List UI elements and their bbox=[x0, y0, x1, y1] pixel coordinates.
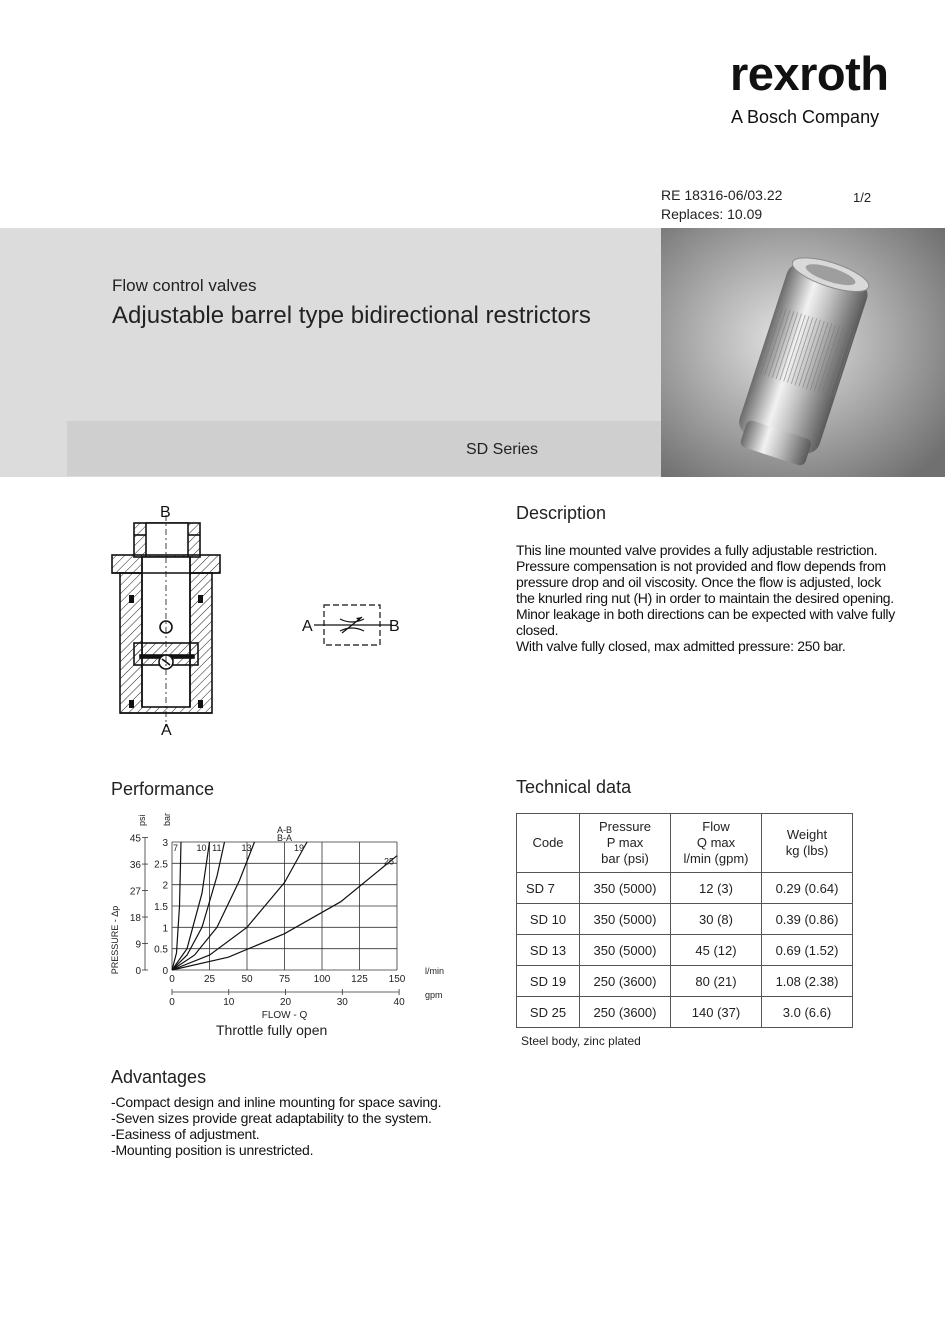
table-cell: SD 10 bbox=[517, 904, 580, 935]
brand-logo: rexroth bbox=[730, 47, 889, 100]
y-tick-label: 0.5 bbox=[154, 944, 168, 956]
gpm-tick-label: 10 bbox=[223, 997, 235, 1008]
performance-chart bbox=[100, 808, 460, 1023]
table-cell: 12 (3) bbox=[671, 873, 762, 904]
product-category: Flow control valves bbox=[112, 276, 257, 295]
table-row bbox=[517, 966, 853, 997]
table-cell: SD 13 bbox=[517, 935, 580, 966]
psi-tick-label: 36 bbox=[129, 860, 141, 872]
doc-replaces: Replaces: 10.09 bbox=[661, 206, 763, 222]
symbol-port-b: B bbox=[389, 618, 400, 635]
y-tick-label: 1.5 bbox=[154, 902, 168, 913]
list-item: -Easiness of adjustment. bbox=[111, 1126, 260, 1142]
x-tick-label: 50 bbox=[241, 974, 253, 985]
doc-ref-number: RE 18316-06/03.22 bbox=[661, 187, 783, 203]
psi-tick-label: 27 bbox=[129, 886, 141, 898]
chart-caption: Throttle fully open bbox=[216, 1022, 328, 1038]
description-paragraph: With valve fully closed, max admitted pressure: 250 bar. bbox=[516, 638, 846, 654]
table-cell: 0.69 (1.52) bbox=[762, 935, 853, 966]
psi-tick-label: 45 bbox=[129, 833, 141, 845]
y-tick-label: 3 bbox=[162, 838, 168, 849]
table-cell: SD 25 bbox=[517, 997, 580, 1028]
series-label: 25 bbox=[383, 856, 394, 867]
series-label: 11 bbox=[212, 843, 222, 853]
table-cell: 350 (5000) bbox=[580, 904, 671, 935]
y-tick-label: 0 bbox=[162, 966, 168, 977]
table-cell: 250 (3600) bbox=[580, 966, 671, 997]
table-cell: 80 (21) bbox=[671, 966, 762, 997]
x-tick-label: 75 bbox=[278, 974, 291, 985]
table-cell: 0.29 (0.64) bbox=[762, 873, 853, 904]
table-cell: 0.39 (0.86) bbox=[762, 904, 853, 935]
x-unit-label: l/min bbox=[425, 966, 445, 976]
column-header: Flow Q max l/min (gpm) bbox=[671, 814, 762, 873]
y-tick-label: 2 bbox=[162, 880, 168, 892]
psi-tick-label: 0 bbox=[135, 966, 141, 977]
column-header: Code bbox=[517, 814, 580, 873]
column-header: Pressure P max bar (psi) bbox=[580, 814, 671, 873]
direction-label: B-A bbox=[276, 833, 293, 843]
page-title: Adjustable barrel type bidirectional restrictors bbox=[112, 302, 591, 329]
list-item: -Mounting position is unrestricted. bbox=[111, 1142, 314, 1158]
hydraulic-symbol bbox=[300, 600, 410, 650]
description-heading: Description bbox=[516, 503, 607, 523]
table-cell: SD 19 bbox=[517, 966, 580, 997]
psi-tick-label: 9 bbox=[135, 939, 141, 951]
gpm-tick-label: 0 bbox=[169, 997, 175, 1008]
table-row bbox=[517, 904, 853, 935]
y-axis-label: PRESSURE - Δp bbox=[110, 905, 120, 975]
table-cell: 350 (5000) bbox=[580, 873, 671, 904]
description-paragraph: This line mounted valve provides a fully adjustable restriction. Pressure compensation is not provided and flow depends from pressure drop and oil viscosity. Once the flow is adjusted, lock the knurled ring nut (H) in order to maintain the desired opening. bbox=[516, 542, 894, 606]
y-tick-label: 2.5 bbox=[154, 859, 168, 871]
table-row bbox=[517, 935, 853, 966]
gpm-tick-label: 40 bbox=[393, 997, 405, 1008]
table-header-row bbox=[517, 814, 853, 873]
y-tick-label: 1 bbox=[162, 923, 168, 935]
performance-heading: Performance bbox=[111, 779, 215, 799]
table-cell: 350 (5000) bbox=[580, 935, 671, 966]
valve-illustration bbox=[661, 228, 945, 477]
product-photo bbox=[661, 228, 945, 477]
x-tick-label: 25 bbox=[203, 974, 216, 985]
series-label: SD Series bbox=[466, 441, 539, 458]
series-label: 19 bbox=[293, 843, 304, 853]
table-row bbox=[517, 873, 853, 904]
direction-label: A-B bbox=[276, 825, 293, 835]
x-tick-label: 125 bbox=[351, 974, 368, 985]
x-axis-label: FLOW - Q bbox=[261, 1010, 308, 1021]
table-cell: 250 (3600) bbox=[580, 997, 671, 1028]
table-cell: 30 (8) bbox=[671, 904, 762, 935]
advantages-heading: Advantages bbox=[111, 1067, 207, 1087]
description-paragraph: Minor leakage in both directions can be expected with valve fully closed. bbox=[516, 606, 895, 638]
table-cell: 1.08 (2.38) bbox=[762, 966, 853, 997]
table-cell: 140 (37) bbox=[671, 997, 762, 1028]
doc-reference bbox=[661, 186, 782, 224]
technical-table bbox=[516, 813, 853, 1028]
series-label: 7 bbox=[172, 843, 178, 853]
list-item: -Seven sizes provide great adaptability to the system. bbox=[111, 1110, 432, 1126]
table-row bbox=[517, 997, 853, 1028]
gpm-tick-label: 20 bbox=[279, 997, 292, 1008]
column-header: Weight kg (lbs) bbox=[762, 814, 853, 873]
psi-tick-label: 18 bbox=[129, 913, 141, 925]
series-label: 10 bbox=[196, 843, 207, 853]
section-drawing bbox=[100, 495, 240, 740]
gpm-unit-label: gpm bbox=[425, 990, 443, 1000]
list-item: -Compact design and inline mounting for space saving. bbox=[111, 1094, 442, 1110]
series-band bbox=[67, 421, 661, 476]
port-a-label: A bbox=[161, 722, 172, 739]
advantages-list bbox=[111, 1094, 491, 1158]
table-cell: 45 (12) bbox=[671, 935, 762, 966]
technical-heading: Technical data bbox=[516, 777, 632, 797]
port-b-label: B bbox=[160, 504, 171, 521]
description-text bbox=[516, 542, 901, 654]
series-label: 13 bbox=[241, 843, 252, 853]
x-tick-label: 150 bbox=[388, 974, 406, 985]
gpm-tick-label: 30 bbox=[336, 997, 348, 1008]
symbol-port-a: A bbox=[302, 618, 313, 635]
x-tick-label: 0 bbox=[169, 974, 175, 985]
table-cell: SD 7 bbox=[517, 873, 580, 904]
y-unit-label: bar bbox=[162, 812, 172, 826]
table-cell: 3.0 (6.6) bbox=[762, 997, 853, 1028]
material-note: Steel body, zinc plated bbox=[521, 1034, 641, 1048]
x-tick-label: 100 bbox=[313, 974, 331, 985]
brand-tagline: A Bosch Company bbox=[731, 107, 880, 127]
psi-unit-label: psi bbox=[137, 814, 147, 826]
page-number: 1/2 bbox=[853, 190, 872, 205]
